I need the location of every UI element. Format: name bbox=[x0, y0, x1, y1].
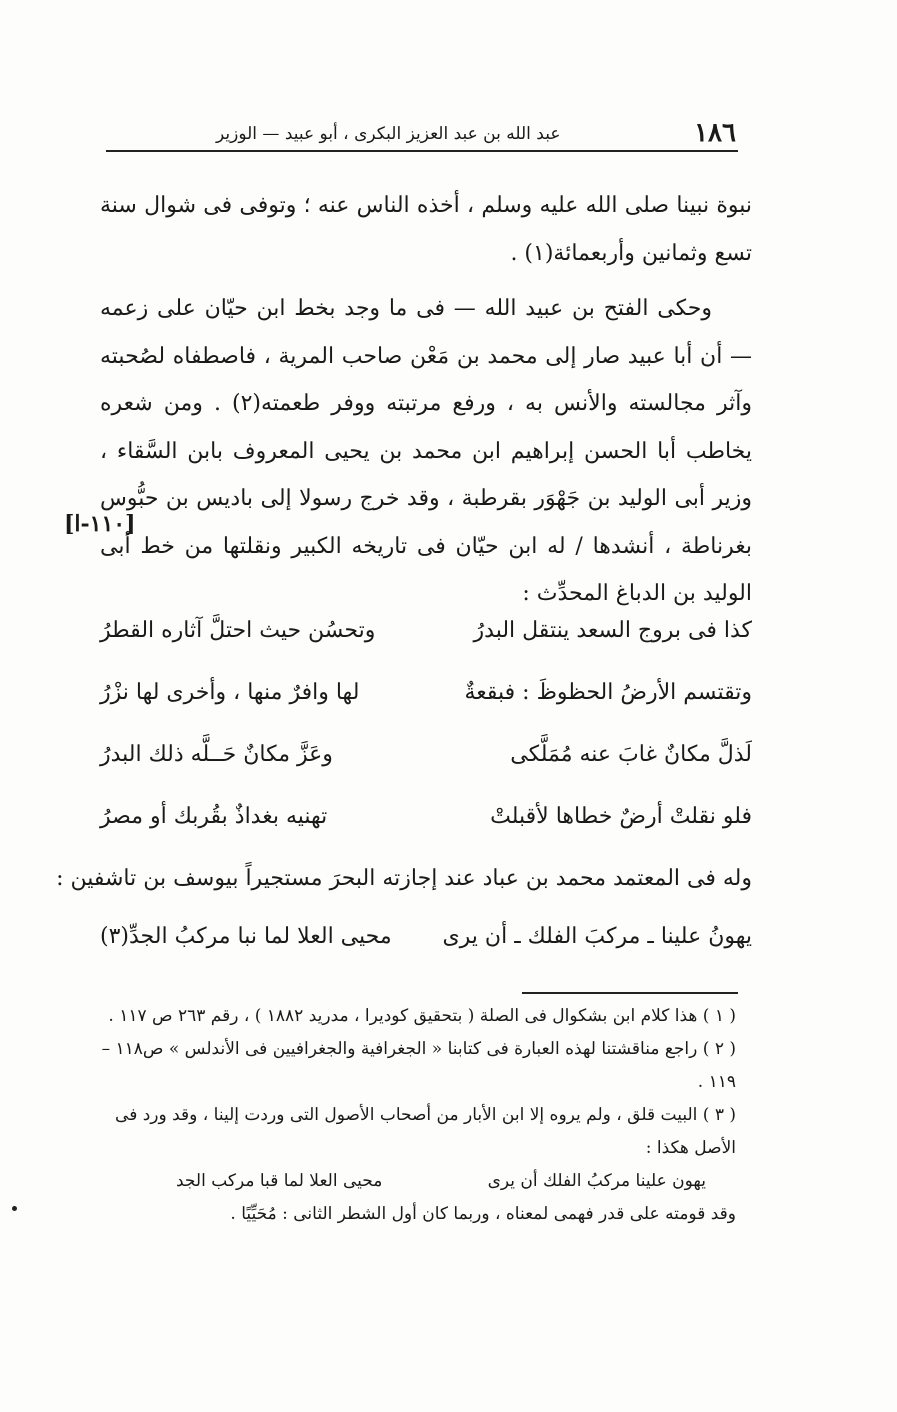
verse-second-hemistich: محيى العلا لما نبا مركبُ الجدِّ(٣) bbox=[100, 924, 392, 949]
verse-second-hemistich: لها وافرٌ منها ، وأخرى لها نزْرُ bbox=[100, 680, 360, 705]
body-text bbox=[100, 182, 752, 618]
footnote-continuation: وقد قومته على قدر فهمى لمعناه ، وربما كان أول الشطر الثانى : مُحَيِّيًا . bbox=[230, 1204, 736, 1224]
footnote-verse bbox=[86, 1165, 736, 1198]
verse-line bbox=[100, 674, 752, 736]
footnote: ( ٣ ) البيت قلق ، ولم يروه إلا ابن الأبار من أصحاب الأصول التى وردت إلينا ، وقد ورد فى الأصل هكذا : bbox=[115, 1105, 736, 1158]
footnote: ( ٢ ) راجع مناقشتنا لهذه العبارة فى كتابنا « الجغرافية والجغرافيين فى الأندلس » ص١١٨ – ١١٩ . bbox=[101, 1039, 736, 1092]
verse-first-hemistich: فلو نقلتْ أرضٌ خطاها لأقبلتْ bbox=[490, 804, 752, 829]
paragraph: نبوة نبينا صلى الله عليه وسلم ، أخذه الناس عنه ؛ وتوفى فى شوال سنة تسع وثمانين وأربعمائة(١) . bbox=[100, 193, 752, 266]
footnotes bbox=[86, 1000, 736, 1231]
page-number: ١٨٦ bbox=[694, 118, 736, 148]
header-rule bbox=[106, 150, 738, 152]
footnote-verse-second: محيى العلا لما قبا مركب الجد bbox=[176, 1171, 383, 1191]
footnote: ( ١ ) هذا كلام ابن بشكوال فى الصلة ( بتحقيق كوديرا ، مدريد ١٨٨٢ ) ، رقم ٢٦٣ ص ١١٧ . bbox=[108, 1006, 736, 1026]
footnote-rule bbox=[522, 992, 738, 994]
verse-second-hemistich: تهنيه بغداذٌ بقُربك أو مصرُ bbox=[100, 804, 328, 829]
verse-first-hemistich: وتقتسم الأرضُ الحظوظَ : فبقعةٌ bbox=[464, 680, 752, 705]
footnote-verse-first: يهون علينا مركبُ الفلك أن يرى bbox=[487, 1171, 706, 1191]
verse-line bbox=[100, 736, 752, 798]
verse-line bbox=[100, 798, 752, 860]
verse-second-hemistich: وتحسُن حيث احتلَّ آثاره القطرُ bbox=[100, 618, 376, 643]
margin-folio-marker: [١١٠-ا] bbox=[64, 511, 136, 537]
verse-intro-line: وله فى المعتمد محمد بن عباد عند إجازته البحرَ مستجيراً بيوسف بن تاشفين : bbox=[56, 866, 752, 891]
margin-dot bbox=[12, 1206, 17, 1211]
running-head bbox=[106, 118, 736, 152]
paragraph: وحكى الفتح بن عبيد الله — فى ما وجد بخط ابن حيّان على زعمه — أن أبا عبيد صار إلى محمد بن مَعْن صاحب المرية ، فاصطفاه لصُحبته وآثر مجالسته والأنس به ، ورفع مرتبته ووفر طعمته(٢) . ومن شعره يخاطب أبا الحسن إبراهيم ابن محمد بن يحيى المعروف بابن السَّقاء ، وزير أبى الوليد بن جَهْوَر بقرطبة ، وقد خرج رسولا إلى باديس بن حبُّوس بغرناطة ، أنشدها / له ابن حيّان فى تاريخه الكبير ونقلتها من خط أبى الوليد بن الدباغ المحدِّث : bbox=[100, 296, 752, 606]
verse-first-hemistich: كذا فى بروج السعد ينتقل البدرُ bbox=[473, 618, 752, 643]
verse-first-hemistich: لَذلَّ مكانٌ غابَ عنه مُمَلَّكى bbox=[510, 742, 752, 767]
verse-line bbox=[100, 918, 752, 968]
running-title: عبد الله بن عبد العزيز البكرى ، أبو عبيد — الوزير bbox=[216, 124, 561, 144]
poem bbox=[100, 612, 752, 860]
verse-first-hemistich: يهونُ علينا ـ مركبَ الفلك ـ أن يرى bbox=[442, 924, 752, 949]
verse-second-hemistich: وعَزَّ مكانٌ حَــلَّه ذلك البدرُ bbox=[100, 742, 333, 767]
verse-line bbox=[100, 612, 752, 674]
